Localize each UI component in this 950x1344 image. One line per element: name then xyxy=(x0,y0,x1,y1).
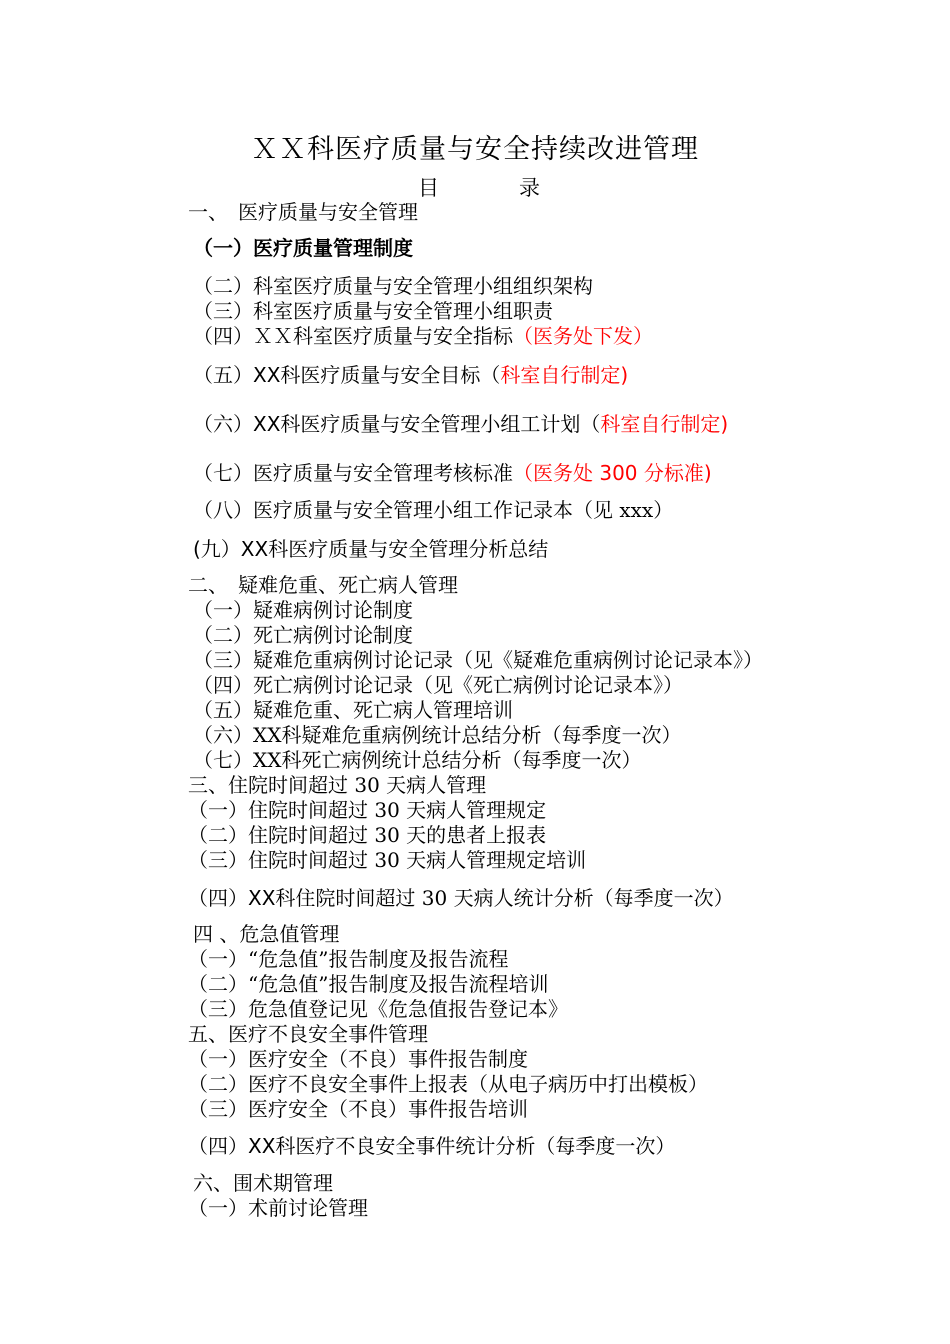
section-1-item-7-text: 全管理考核标准 xyxy=(373,461,513,485)
section-1-item-5-prefix: （五） xyxy=(193,363,253,387)
section-2-item-6: （六）XX科疑难危重病例统计总结分析（每季度一次） xyxy=(193,723,682,747)
section-4-item-1: （一）“危急值”报告制度及报告流程 xyxy=(188,947,509,971)
section-1-item-4-text: （四）ＸＸ科室医疗质量与安全指标 xyxy=(193,324,513,348)
section-3-item-4 xyxy=(188,886,734,910)
section-1-item-1: （一）医疗质量管理制度 xyxy=(193,236,413,260)
section-3-item-4-dept: XX科 xyxy=(248,886,296,910)
toc-heading-left: 目 xyxy=(418,176,439,200)
section-1-item-9: (九）XX科医疗质量与安全管理分析总结 xyxy=(193,537,549,561)
section-2-item-5: （五）疑难危重、死亡病人管理培训 xyxy=(193,698,513,722)
section-1-item-4 xyxy=(193,324,653,348)
toc-heading xyxy=(418,176,540,200)
section-3-item-3: （三）住院时间超过 30 天病人管理规定培训 xyxy=(188,848,587,872)
section-2-heading: 二、 疑难危重、死亡病人管理 xyxy=(188,573,458,597)
section-1-item-2: （二）科室医疗质量与安全管理小组组织架构 xyxy=(193,274,593,298)
section-3-item-4-text: 住院时间超过 30 天病人统计分析（每季度一次） xyxy=(295,886,734,910)
section-5-heading: 五、医疗不良安全事件管理 xyxy=(188,1022,428,1046)
section-1-item-5 xyxy=(193,363,628,387)
section-5-item-4-dept: XX科 xyxy=(248,1134,296,1158)
section-3-heading: 三、住院时间超过 30 天病人管理 xyxy=(188,773,487,797)
document-title: ＸＸ科医疗质量与安全持续改进管理 xyxy=(251,134,699,165)
section-5-item-4-prefix: （四） xyxy=(188,1134,248,1158)
section-1-item-6-note: 科室自行制定) xyxy=(600,412,729,436)
section-1-item-7-prefix: （七）医疗质量与安 xyxy=(193,461,373,485)
section-5-item-3: （三）医疗安全（不良）事件报告培训 xyxy=(188,1097,528,1121)
section-2-item-1: （一）疑难病例讨论制度 xyxy=(193,598,413,622)
section-1-item-6 xyxy=(193,412,728,436)
section-3-item-4-prefix: （四） xyxy=(188,886,248,910)
section-3-item-2: （二）住院时间超过 30 天的患者上报表 xyxy=(188,823,547,847)
section-5-item-4-text: 医疗不良安全事件统计分析（每季度一次） xyxy=(295,1134,676,1158)
section-4-item-3: （三）危急值登记见《危急值报告登记本》 xyxy=(188,997,568,1021)
section-1-item-6-text: XX科医疗质量与安全管理小组工计划（ xyxy=(253,412,601,436)
section-1-item-3: （三）科室医疗质量与安全管理小组职责 xyxy=(193,299,553,323)
section-5-item-1: （一）医疗安全（不良）事件报告制度 xyxy=(188,1047,528,1071)
section-6-heading: 六、围术期管理 xyxy=(193,1171,333,1195)
section-5-item-4 xyxy=(188,1134,675,1158)
section-4-item-2: （二）“危急值”报告制度及报告流程培训 xyxy=(188,972,549,996)
section-6-item-1: （一）术前讨论管理 xyxy=(188,1196,368,1220)
section-1-item-7-note: （医务处 300 分标准) xyxy=(513,461,712,485)
section-1-heading: 一、 医疗质量与安全管理 xyxy=(188,200,418,224)
section-4-heading: 四 、危急值管理 xyxy=(193,922,340,946)
section-5-item-2: （二）医疗不良安全事件上报表（从电子病历中打出模板） xyxy=(188,1072,708,1096)
section-1-item-5-text: XX科医疗质量与安全目标（ xyxy=(253,363,501,387)
section-1-item-6-prefix: （六） xyxy=(193,412,253,436)
section-2-item-2: （二）死亡病例讨论制度 xyxy=(193,623,413,647)
section-1-item-4-note: （医务处下发） xyxy=(513,324,653,348)
section-1-item-7 xyxy=(193,461,712,485)
section-1-item-5-note: 科室自行制定) xyxy=(500,363,629,387)
toc-heading-right: 录 xyxy=(519,176,540,200)
section-1-item-8: （八）医疗质量与安全管理小组工作记录本（见 xxx） xyxy=(193,498,674,522)
section-2-item-4: （四）死亡病例讨论记录（见《死亡病例讨论记录本》） xyxy=(193,673,683,697)
section-2-item-7: （七）XX科死亡病例统计总结分析（每季度一次） xyxy=(193,748,642,772)
section-3-item-1: （一）住院时间超过 30 天病人管理规定 xyxy=(188,798,547,822)
section-2-item-3: （三）疑难危重病例讨论记录（见《疑难危重病例讨论记录本》） xyxy=(193,648,763,672)
